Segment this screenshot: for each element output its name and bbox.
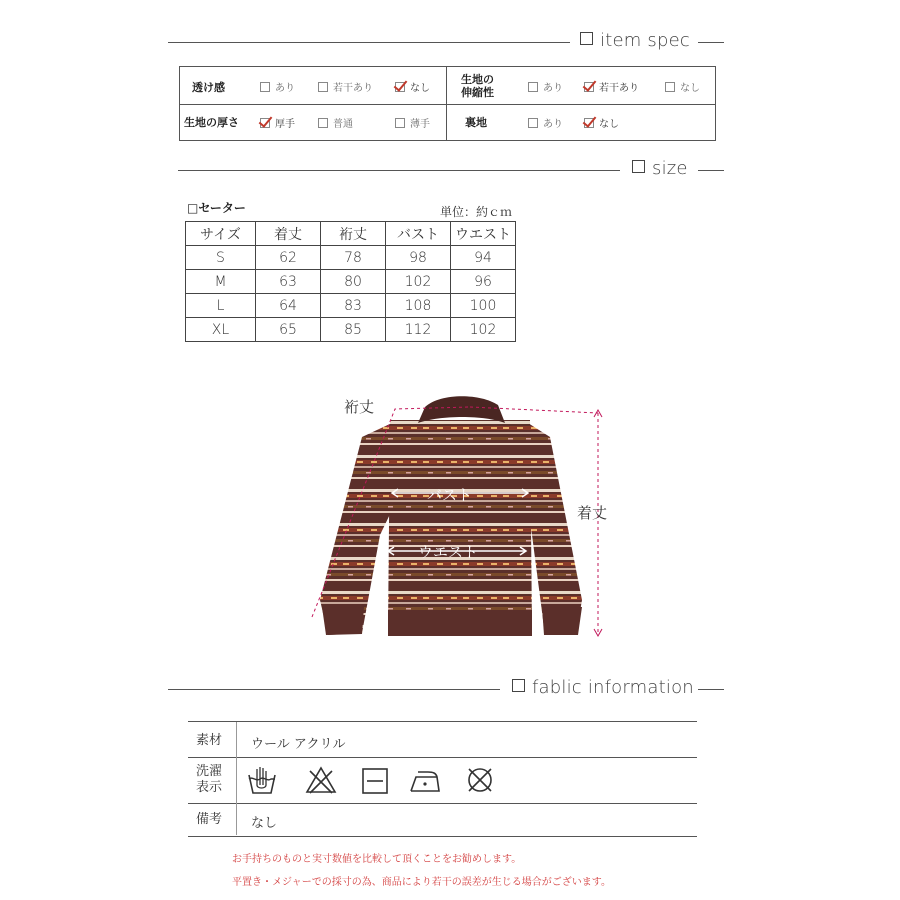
table-cell: 98 xyxy=(386,246,451,270)
sweater-right-cuff xyxy=(542,607,582,635)
table-cell: M xyxy=(186,270,256,294)
fabric-value-material: ウール アクリル xyxy=(251,737,346,752)
table-row xyxy=(186,318,516,342)
spec-label-thickness: 生地の厚さ xyxy=(184,116,239,129)
spec-option-lining-yes: あり xyxy=(528,115,563,130)
table-cell: 94 xyxy=(451,246,516,270)
item-spec-heading-line-right xyxy=(698,42,724,43)
checkbox-square-icon xyxy=(512,679,525,692)
size-table-header xyxy=(186,222,516,246)
table-cell: 65 xyxy=(256,318,321,342)
table-cell: 63 xyxy=(256,270,321,294)
note-line-2: 平置き・メジャーでの採寸の為、商品により若干の誤差が生じる場合がございます。 xyxy=(232,877,611,888)
checkbox-icon xyxy=(395,118,405,128)
checkbox-checked-icon xyxy=(584,118,594,128)
table-cell: 102 xyxy=(451,318,516,342)
spec-option-stretch-yes: あり xyxy=(528,79,563,94)
measure-label-waist: ウエスト xyxy=(418,543,479,561)
table-cell: 78 xyxy=(321,246,386,270)
size-table-title: □セーター xyxy=(187,201,246,215)
spec-row-1 xyxy=(180,67,715,105)
fabric-heading-title: fablic information xyxy=(512,677,694,698)
spec-option-stretch-none: なし xyxy=(665,79,700,94)
fabric-heading-line-right xyxy=(698,689,724,690)
fabric-row-notes xyxy=(188,803,697,837)
table-cell: 83 xyxy=(321,294,386,318)
table-row xyxy=(186,246,516,270)
fabric-column-divider xyxy=(236,722,237,835)
size-heading-line-left xyxy=(178,170,620,171)
checkbox-checked-icon xyxy=(260,118,270,128)
size-table xyxy=(185,221,516,342)
table-row xyxy=(186,270,516,294)
checkbox-icon xyxy=(318,118,328,128)
table-cell: 96 xyxy=(451,270,516,294)
fabric-value-notes: なし xyxy=(251,816,278,831)
checkbox-icon xyxy=(528,118,538,128)
spec-divider xyxy=(446,104,447,141)
sweater-illustration xyxy=(300,385,620,645)
spec-option-transparency-none: なし xyxy=(395,79,430,94)
spec-option-thickness-thick: 厚手 xyxy=(260,115,295,130)
fabric-label-material: 素材 xyxy=(196,733,223,748)
fabric-heading-line-left xyxy=(168,689,500,690)
size-heading xyxy=(178,158,724,182)
table-cell: 80 xyxy=(321,270,386,294)
spec-label-stretch: 生地の 伸縮性 xyxy=(461,73,494,99)
size-heading-line-right xyxy=(698,170,724,171)
fabric-heading xyxy=(168,677,724,701)
item-spec-heading-line-left xyxy=(168,42,570,43)
table-cell: 112 xyxy=(386,318,451,342)
spec-label-lining: 裏地 xyxy=(465,116,487,129)
checkbox-icon xyxy=(665,82,675,92)
measure-label-bust: バスト xyxy=(427,486,473,504)
table-cell: 100 xyxy=(451,294,516,318)
checkbox-checked-icon xyxy=(395,82,405,92)
table-cell: 64 xyxy=(256,294,321,318)
sweater-left-sleeve xyxy=(320,423,392,635)
sweater-right-sleeve xyxy=(528,423,582,635)
fabric-row-material xyxy=(188,721,697,758)
table-cell: 85 xyxy=(321,318,386,342)
spec-option-lining-none: なし xyxy=(584,115,619,130)
hand-wash-icon xyxy=(245,763,279,797)
dry-flat-icon xyxy=(358,763,392,797)
header-cell: 裄丈 xyxy=(321,222,386,246)
spec-divider xyxy=(446,67,447,104)
size-heading-title: size xyxy=(632,158,688,179)
checkbox-checked-icon xyxy=(584,82,594,92)
checkbox-icon xyxy=(318,82,328,92)
header-cell: ウエスト xyxy=(451,222,516,246)
checkbox-icon xyxy=(528,82,538,92)
spec-table xyxy=(179,66,716,141)
table-cell: 108 xyxy=(386,294,451,318)
size-table-unit: 単位：約ｃｍ xyxy=(440,205,513,219)
measure-label-length: 着丈 xyxy=(577,504,608,522)
no-dry-clean-icon xyxy=(463,763,497,797)
iron-low-icon xyxy=(408,763,442,797)
fabric-label-care: 洗濯 表示 xyxy=(196,764,223,795)
table-cell: S xyxy=(186,246,256,270)
spec-option-stretch-slight: 若干あり xyxy=(584,79,639,94)
no-bleach-icon xyxy=(304,763,338,797)
sweater-hem xyxy=(388,610,532,636)
table-cell: XL xyxy=(186,318,256,342)
spec-label-transparency: 透け感 xyxy=(192,81,225,94)
header-cell: サイズ xyxy=(186,222,256,246)
checkbox-square-icon xyxy=(632,160,645,173)
spec-option-transparency-yes: あり xyxy=(260,79,295,94)
item-spec-heading-title: item spec xyxy=(580,30,690,51)
checkbox-icon xyxy=(260,82,270,92)
sweater-left-cuff xyxy=(322,607,364,635)
note-line-1: お手持ちのものと実寸数値を比較して頂くことをお勧めします。 xyxy=(232,854,522,865)
measure-label-sleeve: 裄丈 xyxy=(344,398,375,416)
sweater-collar xyxy=(418,396,505,423)
spec-option-transparency-slight: 若干あり xyxy=(318,79,373,94)
header-cell: バスト xyxy=(386,222,451,246)
table-cell: L xyxy=(186,294,256,318)
header-cell: 着丈 xyxy=(256,222,321,246)
spec-row-2 xyxy=(180,104,715,141)
table-cell: 62 xyxy=(256,246,321,270)
checkbox-square-icon xyxy=(580,32,593,45)
table-cell: 102 xyxy=(386,270,451,294)
sweater-body xyxy=(388,420,532,630)
item-spec-heading xyxy=(168,30,724,54)
spec-option-thickness-thin: 薄手 xyxy=(395,115,430,130)
table-row xyxy=(186,294,516,318)
fabric-label-notes: 備考 xyxy=(196,812,223,827)
spec-option-thickness-normal: 普通 xyxy=(318,115,353,130)
